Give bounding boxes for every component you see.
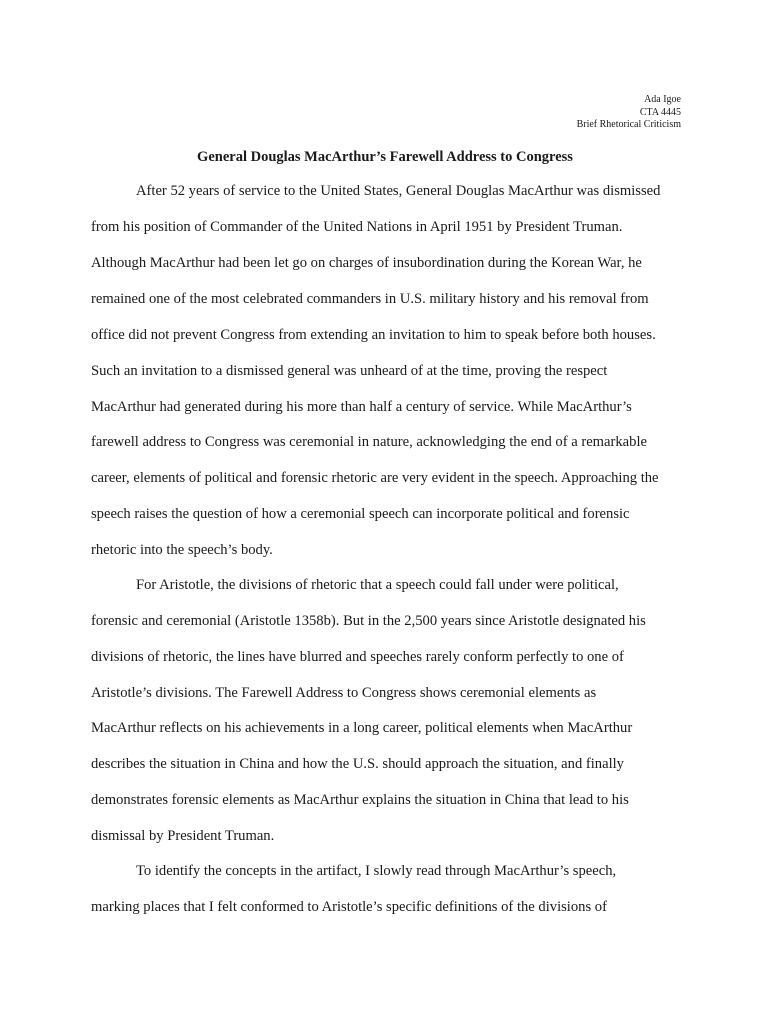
text-line-8: farewell address to Congress was ceremonial in nature, acknowledging the end of a remarkable (91, 434, 647, 450)
text-line-4: remained one of the most celebrated commanders in U.S. military history and his removal from (91, 291, 649, 307)
text-line-18: demonstrates forensic elements as MacArthur explains the situation in China that lead to his (91, 792, 629, 808)
text-line-5: office did not prevent Congress from extending an invitation to him to speak before both houses. (91, 327, 656, 343)
text-line-13: forensic and ceremonial (Aristotle 1358b). But in the 2,500 years since Aristotle designated his (91, 613, 646, 629)
text-line-10: speech raises the question of how a ceremonial speech can incorporate political and forensic (91, 506, 630, 522)
author-name: Ada Igoe (644, 94, 681, 105)
text-line-9: career, elements of political and forensic rhetoric are very evident in the speech. Approaching the (91, 470, 659, 486)
text-line-14: divisions of rhetoric, the lines have blurred and speeches rarely conform perfectly to one of (91, 649, 624, 665)
text-line-19: dismissal by President Truman. (91, 828, 275, 844)
text-line-3: Although MacArthur had been let go on charges of insubordination during the Korean War, he (91, 255, 642, 271)
text-line-15: Aristotle’s divisions. The Farewell Address to Congress shows ceremonial elements as (91, 685, 597, 701)
header-block (577, 94, 681, 132)
text-line-1: After 52 years of service to the United States, General Douglas MacArthur was dismissed (136, 183, 661, 199)
assignment-name: Brief Rhetorical Criticism (576, 119, 681, 130)
text-line-21: marking places that I felt conformed to Aristotle’s specific definitions of the divisions of (91, 899, 607, 915)
text-line-16: MacArthur reflects on his achievements in a long career, political elements when MacArthur (91, 720, 633, 736)
text-line-11: rhetoric into the speech’s body. (91, 542, 273, 558)
text-line-2: from his position of Commander of the United Nations in April 1951 by President Truman. (91, 219, 623, 235)
document-title: General Douglas MacArthur’s Farewell Address to Congress (197, 149, 573, 165)
text-line-20: To identify the concepts in the artifact, I slowly read through MacArthur’s speech, (136, 863, 617, 879)
text-line-7: MacArthur had generated during his more than half a century of service. While MacArthur’s (91, 399, 632, 415)
text-line-17: describes the situation in China and how the U.S. should approach the situation, and finally (91, 756, 624, 772)
course-code: CTA 4445 (639, 106, 681, 118)
text-line-6: Such an invitation to a dismissed general was unheard of at the time, proving the respect (91, 363, 608, 379)
text-line-12: For Aristotle, the divisions of rhetoric that a speech could fall under were political, (136, 577, 619, 593)
